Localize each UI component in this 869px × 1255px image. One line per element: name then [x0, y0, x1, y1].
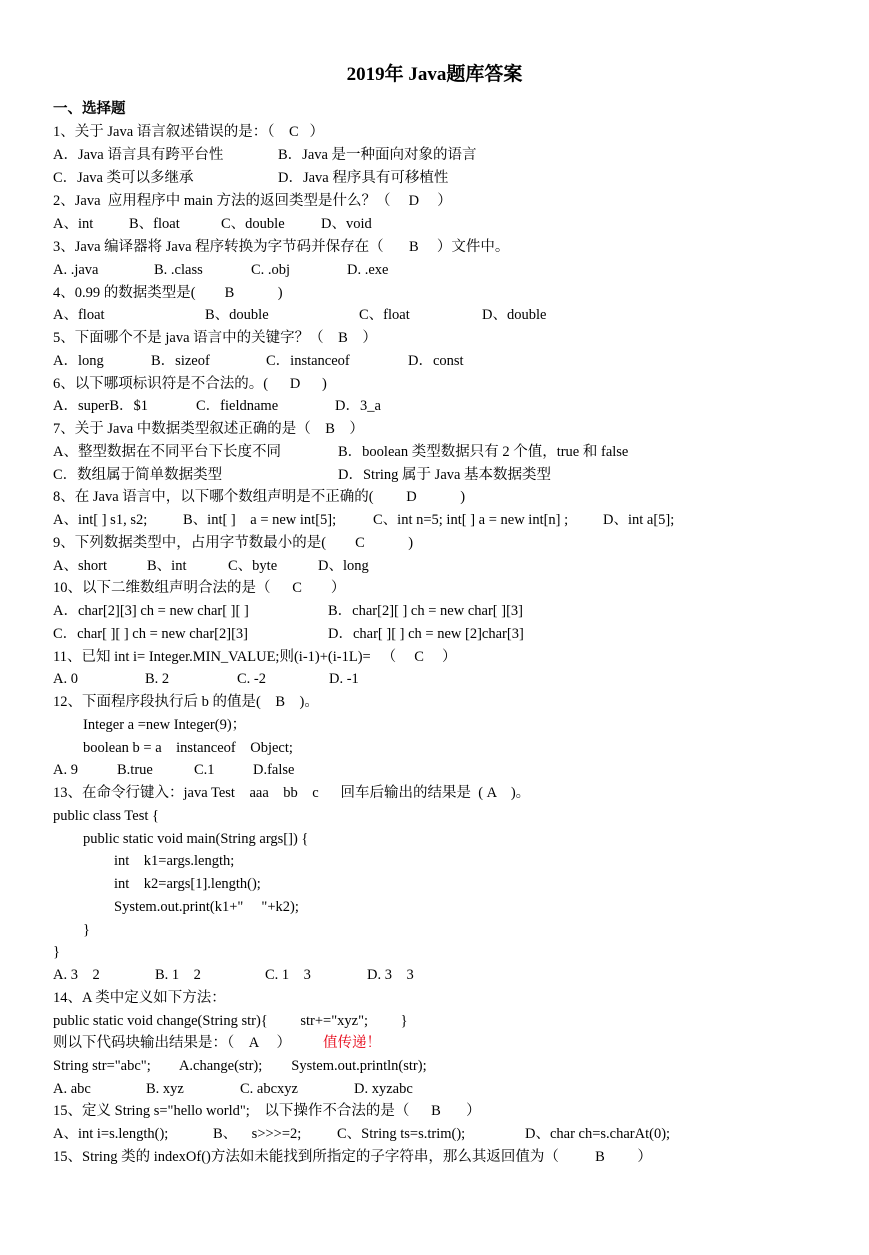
q4-option-d: D、double: [482, 307, 547, 323]
q13-option-b: B. 1 2: [155, 967, 201, 983]
q13-code-line: int k2=args[1].length();: [114, 876, 261, 892]
q7-option-a: A、整型数据在不同平台下长度不同: [53, 444, 281, 460]
q15-option-a: A、int i=s.length();: [53, 1126, 169, 1142]
q1-options-row1: [53, 144, 477, 166]
question-9: 9、下列数据类型中，占用字节数最小的是( C ): [53, 535, 414, 551]
q14-code-line: String str="abc"; A.change(str); System.out.println(str);: [53, 1058, 427, 1074]
q15-option-b: B、 s>>>=2;: [213, 1126, 302, 1142]
q10-option-a: A．char[2][3] ch = new char[ ][ ]: [53, 603, 249, 619]
question-16: 15、String 类的 indexOf()方法如未能找到所指定的子字符串，那么其返回值为（ B ）: [53, 1149, 652, 1165]
q3-option-b: B. .class: [154, 262, 203, 278]
q12-code-line: Integer a =new Integer(9)；: [83, 717, 247, 733]
q13-code-line: int k1=args.length;: [114, 853, 235, 869]
q3-option-d: D. .exe: [347, 262, 389, 278]
q15-option-d: D、char ch=s.charAt(0);: [525, 1126, 671, 1142]
q13-option-d: D. 3 3: [367, 967, 414, 983]
q15-options: [53, 1123, 671, 1145]
q13-option-a: A. 3 2: [53, 967, 100, 983]
q6-option-d: D．3_a: [335, 398, 381, 414]
q13-code-line: public static void main(String args[]) {: [83, 831, 309, 847]
q14-option-c: C. abcxyz: [240, 1081, 298, 1097]
q1-option-b: B．Java 是一种面向对象的语言: [278, 147, 477, 163]
q12-option-a: A. 9: [53, 762, 78, 778]
question-6: 6、以下哪项标识符是不合法的。( D ): [53, 376, 327, 392]
q7-option-b: B．boolean 类型数据只有 2 个值，true 和 false: [338, 444, 629, 460]
q10-option-b: B．char[2][ ] ch = new char[ ][3]: [328, 603, 523, 619]
page-title: 2019年 Java题库答案: [346, 64, 523, 85]
q9-option-a: A、short: [53, 558, 107, 574]
q2-option-a: A、int: [53, 216, 94, 232]
q5-option-c: C．instanceof: [266, 353, 350, 369]
q1-option-a: A．Java 语言具有跨平台性: [53, 147, 224, 163]
q12-option-d: D.false: [253, 762, 295, 778]
q4-options: [53, 304, 547, 326]
q15-option-c: C、String ts=s.trim();: [337, 1126, 466, 1142]
q7-options-row2: [53, 464, 552, 486]
q13-option-c: C. 1 3: [265, 967, 311, 983]
q13-code-line: public class Test {: [53, 808, 159, 824]
question-13: 13、在命令行键入：java Test aaa bb c 回车后输出的结果是 ( A )。: [53, 785, 531, 801]
q11-option-c: C. -2: [237, 671, 266, 687]
question-12: 12、下面程序段执行后 b 的值是( B )。: [53, 694, 319, 710]
q9-option-b: B、int: [147, 558, 187, 574]
q9-option-c: C、byte: [228, 558, 278, 574]
q4-option-b: B、double: [205, 307, 269, 323]
q14-option-b: B. xyz: [146, 1081, 184, 1097]
q4-option-a: A、float: [53, 307, 105, 323]
q2-options: [53, 213, 372, 235]
q5-option-a: A．long: [53, 353, 104, 369]
q8-option-b: B、int[ ] a = new int[5];: [183, 512, 337, 528]
q11-option-a: A. 0: [53, 671, 78, 687]
q2-option-c: C、double: [221, 216, 285, 232]
q4-option-c: C、float: [359, 307, 410, 323]
q3-options: [53, 259, 389, 281]
q10-option-d: D．char[ ][ ] ch = new [2]char[3]: [328, 626, 524, 642]
q7-options-row1: [53, 441, 629, 463]
q10-options-row2: [53, 623, 524, 645]
q1-option-d: D．Java 程序具有可移植性: [278, 170, 449, 186]
q2-option-b: B、float: [129, 216, 180, 232]
q12-option-b: B.true: [117, 762, 153, 778]
question-15: 15、定义 String s="hello world"; 以下操作不合法的是（ B ）: [53, 1103, 481, 1119]
q12-code-line: boolean b = a instanceof Object;: [83, 740, 293, 756]
question-11: 11、已知 int i= Integer.MIN_VALUE;则(i-1)+(i-1L)= （ C ）: [53, 649, 457, 665]
q8-option-c: C、int n=5; int[ ] a = new int[n] ;: [373, 512, 569, 528]
q7-option-d: D．String 属于 Java 基本数据类型: [338, 467, 552, 483]
q1-option-c: C．Java 类可以多继承: [53, 170, 194, 186]
q1-options-row2: [53, 167, 449, 189]
q13-code-line: System.out.print(k1+" "+k2);: [114, 899, 299, 915]
question-5: 5、下面哪个不是 java 语言中的关键字？（ B ）: [53, 330, 377, 346]
question-7: 7、关于 Java 中数据类型叙述正确的是（ B ）: [53, 421, 364, 437]
question-3: 3、Java 编译器将 Java 程序转换为字节码并保存在（ B ）文件中。: [53, 239, 510, 255]
q9-options: [53, 555, 369, 577]
q5-option-d: D．const: [408, 353, 464, 369]
q11-options: [53, 668, 359, 690]
q11-option-b: B. 2: [145, 671, 170, 687]
q3-option-a: A. .java: [53, 262, 99, 278]
q10-option-c: C．char[ ][ ] ch = new char[2][3]: [53, 626, 248, 642]
question-8: 8、在 Java 语言中，以下哪个数组声明是不正确的( D ): [53, 489, 466, 505]
q14-question-text: 则以下代码块输出结果是：（ A ）: [53, 1035, 292, 1051]
section-heading: 一、选择题: [53, 101, 126, 117]
q3-option-c: C. .obj: [251, 262, 291, 278]
q8-option-d: D、int a[5];: [603, 512, 675, 528]
q14-note: 值传递！: [323, 1035, 381, 1051]
q8-options: [53, 509, 675, 531]
q6-option-a: A．superB．$1: [53, 398, 149, 414]
question-10: 10、以下二维数组声明合法的是（ C ）: [53, 580, 346, 596]
q10-options-row1: [53, 600, 523, 622]
q7-option-c: C．数组属于简单数据类型: [53, 467, 223, 483]
q13-code-line: }: [53, 944, 60, 960]
question-14: 14、A 类中定义如下方法：: [53, 990, 226, 1006]
q6-option-c: C．fieldname: [196, 398, 279, 414]
q2-option-d: D、void: [321, 216, 372, 232]
q12-options: [53, 759, 295, 781]
q14-code-line: public static void change(String str){ str+="xyz"; }: [53, 1013, 408, 1029]
q9-option-d: D、long: [318, 558, 369, 574]
q5-option-b: B．sizeof: [151, 353, 210, 369]
q14-option-d: D. xyzabc: [354, 1081, 413, 1097]
q6-options: [53, 395, 381, 417]
question-4: 4、0.99 的数据类型是( B ): [53, 285, 283, 301]
q5-options: [53, 350, 464, 372]
q12-option-c: C.1: [194, 762, 215, 778]
question-2: 2、Java 应用程序中 main 方法的返回类型是什么？（ D ）: [53, 193, 452, 209]
q14-options: [53, 1078, 413, 1100]
q8-option-a: A、int[ ] s1, s2;: [53, 512, 148, 528]
question-1: 1、关于 Java 语言叙述错误的是：（ C ）: [53, 124, 325, 140]
q13-options: [53, 964, 414, 986]
q14-question-line: [53, 1032, 381, 1054]
q13-code-line: }: [83, 922, 90, 938]
q14-option-a: A. abc: [53, 1081, 91, 1097]
q11-option-d: D. -1: [329, 671, 359, 687]
